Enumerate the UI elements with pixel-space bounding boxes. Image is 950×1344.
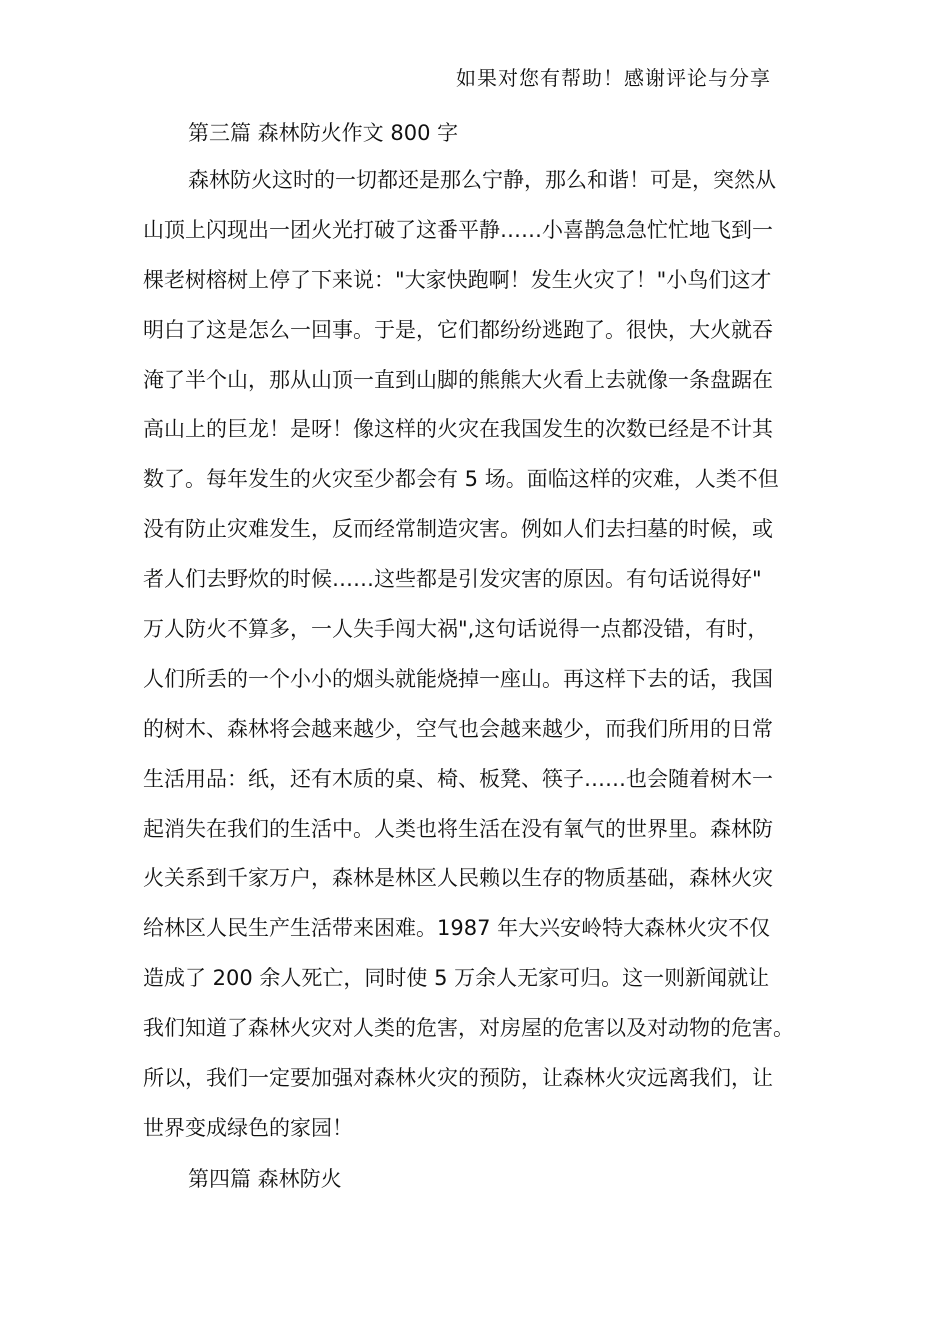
text-line: 给林区人民生产生活带来困难。1987 年大兴安岭特大森林火灾不仅 [143, 916, 771, 941]
text-line: 森林防火这时的一切都还是那么宁静，那么和谐！可是，突然从 [188, 168, 776, 192]
header-note: 如果对您有帮助！感谢评论与分享 [456, 66, 771, 90]
text-line: 世界变成绿色的家园！ [143, 1115, 353, 1140]
section-3-title: 第三篇 森林防火作文 800 字 [188, 121, 459, 145]
text-line: 的树木、森林将会越来越少，空气也会越来越少，而我们所用的日常 [143, 716, 773, 741]
text-line: 者人们去野炊的时候……这些都是引发灾害的原因。有句话说得好" [143, 567, 762, 592]
text-line: 人们所丢的一个小小的烟头就能烧掉一座山。再这样下去的话，我国 [143, 666, 773, 691]
text-line: 造成了 200 余人死亡，同时使 5 万余人无家可归。这一则新闻就让 [143, 966, 770, 991]
text-line: 所以，我们一定要加强对森林火灾的预防，让森林火灾远离我们，让 [143, 1066, 773, 1091]
section-4-title: 第四篇 森林防火 [188, 1166, 342, 1191]
text-line: 我们知道了森林火灾对人类的危害，对房屋的危害以及对动物的危害。 [143, 1016, 794, 1041]
text-line: 没有防止灾难发生，反而经常制造灾害。例如人们去扫墓的时候，或 [143, 517, 773, 542]
text-line: 起消失在我们的生活中。人类也将生活在没有氧气的世界里。森林防 [143, 816, 773, 841]
text-line: 数了。每年发生的火灾至少都会有 5 场。面临这样的灾难，人类不但 [143, 467, 779, 492]
text-line: 山顶上闪现出一团火光打破了这番平静……小喜鹊急急忙忙地飞到一 [143, 217, 773, 242]
text-line: 万人防火不算多，一人失手闯大祸",这句话说得一点都没错，有时， [143, 617, 769, 642]
text-line: 明白了这是怎么一回事。于是，它们都纷纷逃跑了。很快，大火就吞 [143, 317, 773, 342]
text-line: 淹了半个山，那从山顶一直到山脚的熊熊大火看上去就像一条盘踞在 [143, 367, 773, 392]
section-3-text [143, 156, 823, 1154]
text-line: 生活用品：纸，还有木质的桌、椅、板凳、筷子……也会随着树木一 [143, 766, 773, 791]
text-line: 火关系到千家万户，森林是林区人民赖以生存的物质基础，森林火灾 [143, 866, 773, 891]
text-line: 棵老树榕树上停了下来说："大家快跑啊！发生火灾了！"小鸟们这才 [143, 267, 772, 292]
document-body [143, 110, 823, 1204]
text-line: 高山上的巨龙！是呀！像这样的火灾在我国发生的次数已经是不计其 [143, 417, 773, 442]
